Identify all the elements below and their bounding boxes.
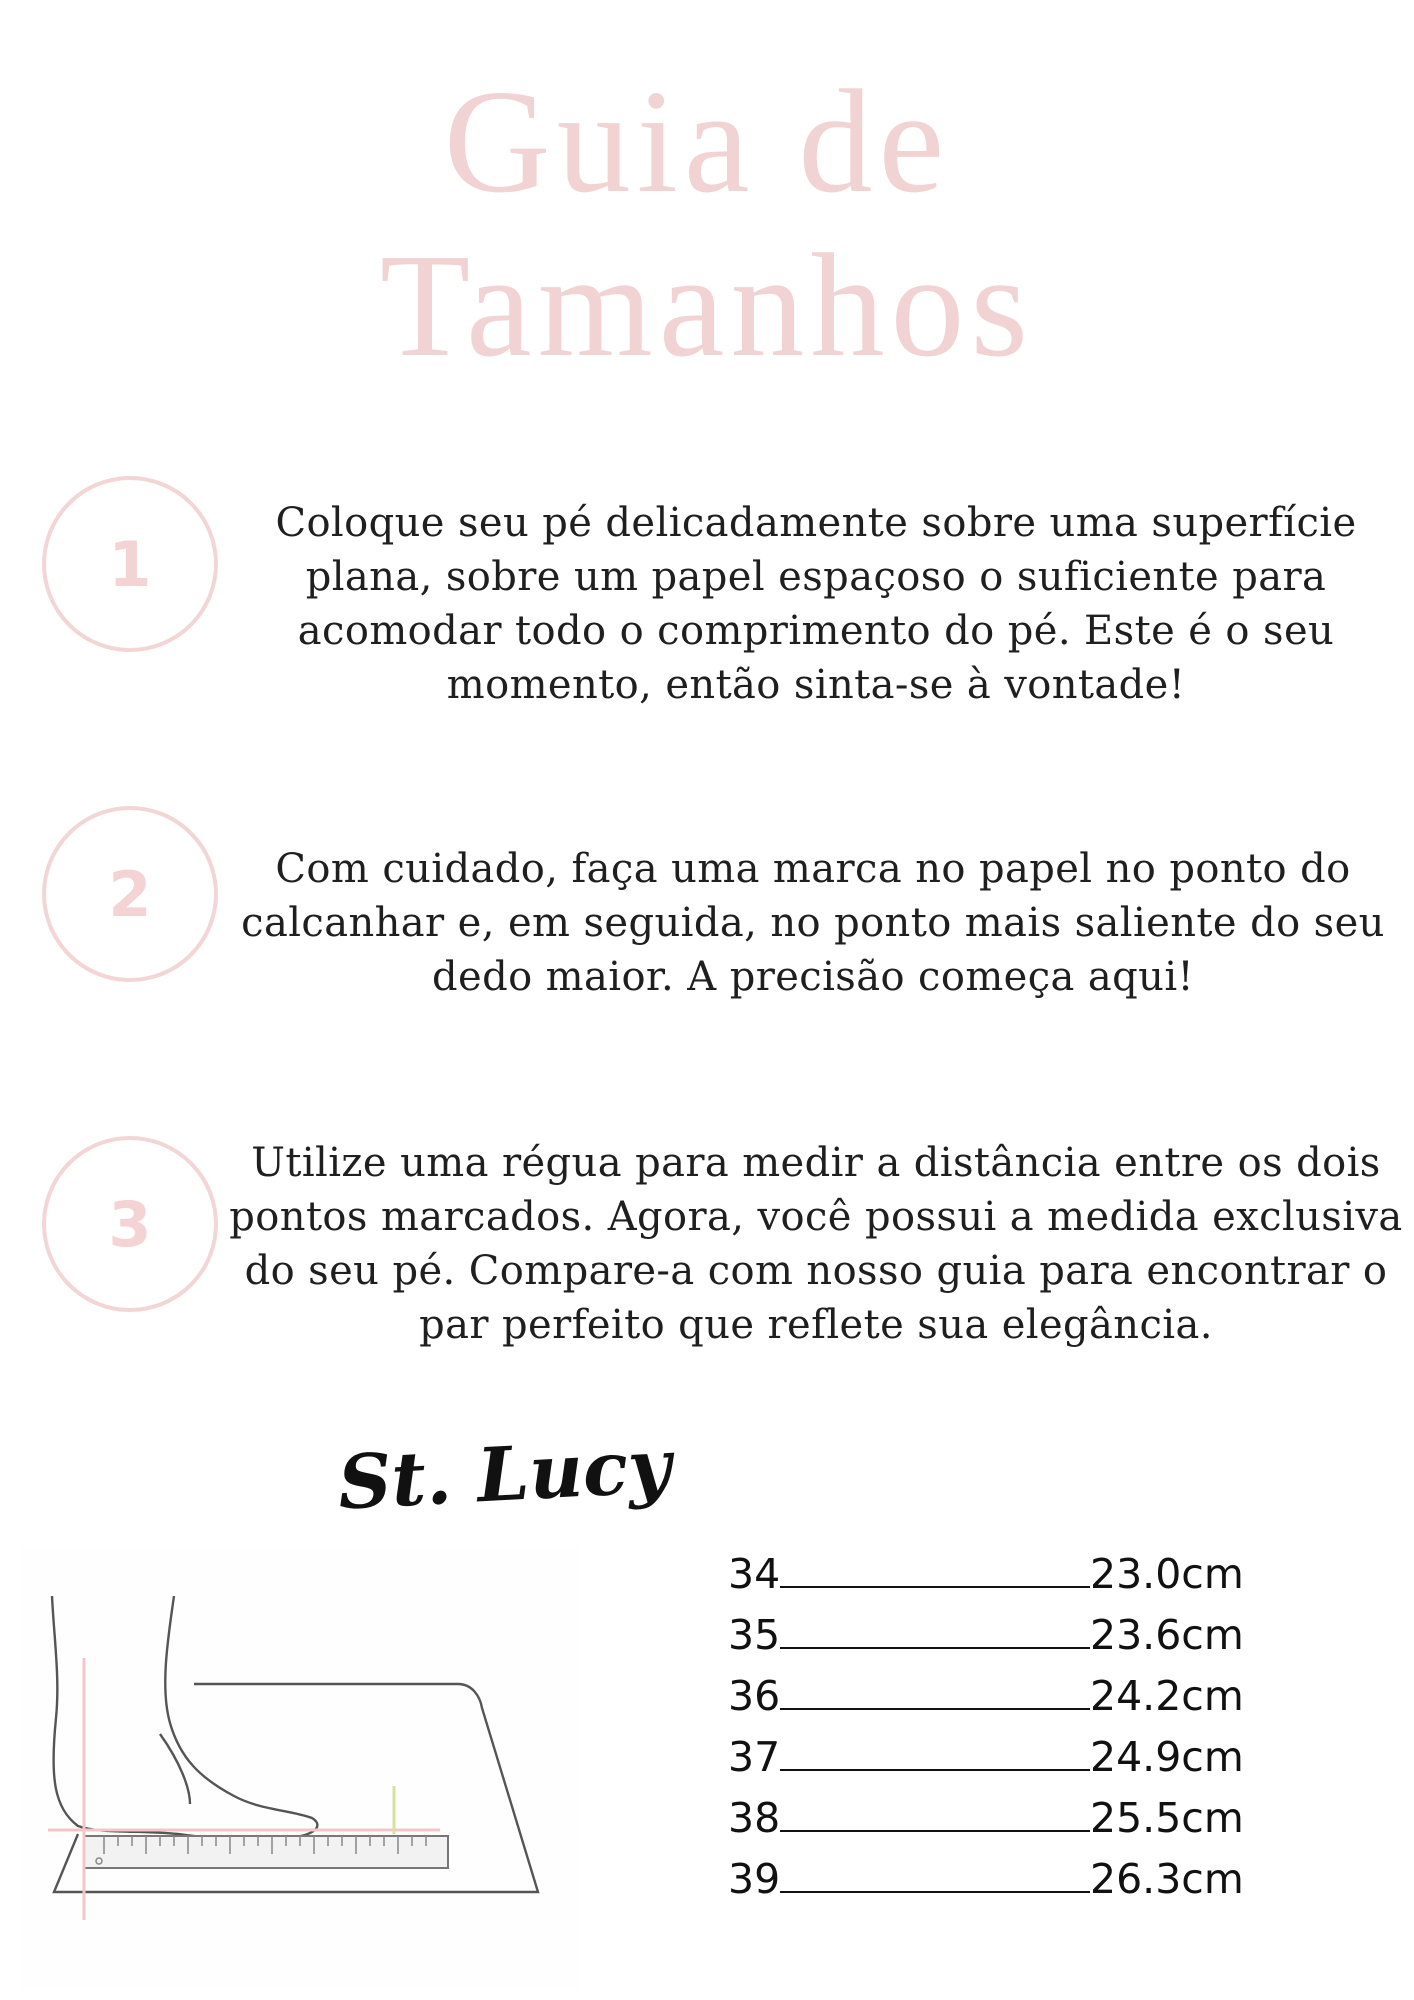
step-3-text: Utilize uma régua para medir a distância entre os dois pontos marcados. Agora, você possui a medida exclusiva do seu pé. Compare-a com nosso guia para encontrar o par perfeito que reflete sua elegância. [229, 1140, 1403, 1348]
leader-line [780, 1824, 1090, 1832]
size-value: 34 [728, 1550, 781, 1598]
size-row [728, 1842, 1244, 1903]
size-value: 35 [728, 1611, 781, 1659]
step-1-badge [42, 476, 218, 652]
brand-logo: St. Lucy [335, 1423, 674, 1527]
foot-length-value: 23.6cm [1090, 1611, 1244, 1659]
leader-line [780, 1580, 1090, 1588]
size-value: 37 [728, 1733, 781, 1781]
page-title-line-1: Guia de [443, 60, 951, 224]
foot-length-value: 23.0cm [1090, 1550, 1244, 1598]
step-3-badge [42, 1136, 218, 1312]
step-3-number: 3 [108, 1187, 152, 1261]
size-row [728, 1781, 1244, 1842]
leader-line [780, 1885, 1090, 1893]
foot-on-ruler-icon [20, 1548, 580, 1988]
size-row [728, 1659, 1244, 1720]
foot-length-value: 26.3cm [1090, 1855, 1244, 1903]
size-value: 36 [728, 1672, 781, 1720]
size-value: 39 [728, 1855, 781, 1903]
step-2-number: 2 [108, 857, 152, 931]
foot-length-value: 24.2cm [1090, 1672, 1244, 1720]
step-1-text: Coloque seu pé delicadamente sobre uma superfície plana, sobre um papel espaçoso o suficiente para acomodar todo o comprimento do pé. Este é o seu momento, então sinta-se à vontade! [275, 500, 1357, 708]
leader-line [780, 1702, 1090, 1710]
page-title-line-2: Tamanhos [379, 224, 1035, 388]
size-table [728, 1537, 1244, 1903]
size-row [728, 1598, 1244, 1659]
size-value: 38 [728, 1794, 781, 1842]
step-1-number: 1 [108, 527, 152, 601]
step-2-text: Com cuidado, faça uma marca no papel no ponto do calcanhar e, em seguida, no ponto mais saliente do seu dedo maior. A precisão começa aqui! [241, 846, 1385, 1000]
size-row [728, 1720, 1244, 1781]
leader-line [780, 1641, 1090, 1649]
foot-length-value: 24.9cm [1090, 1733, 1244, 1781]
size-row [728, 1537, 1244, 1598]
leader-line [780, 1763, 1090, 1771]
step-2-badge [42, 806, 218, 982]
foot-length-value: 25.5cm [1090, 1794, 1244, 1842]
